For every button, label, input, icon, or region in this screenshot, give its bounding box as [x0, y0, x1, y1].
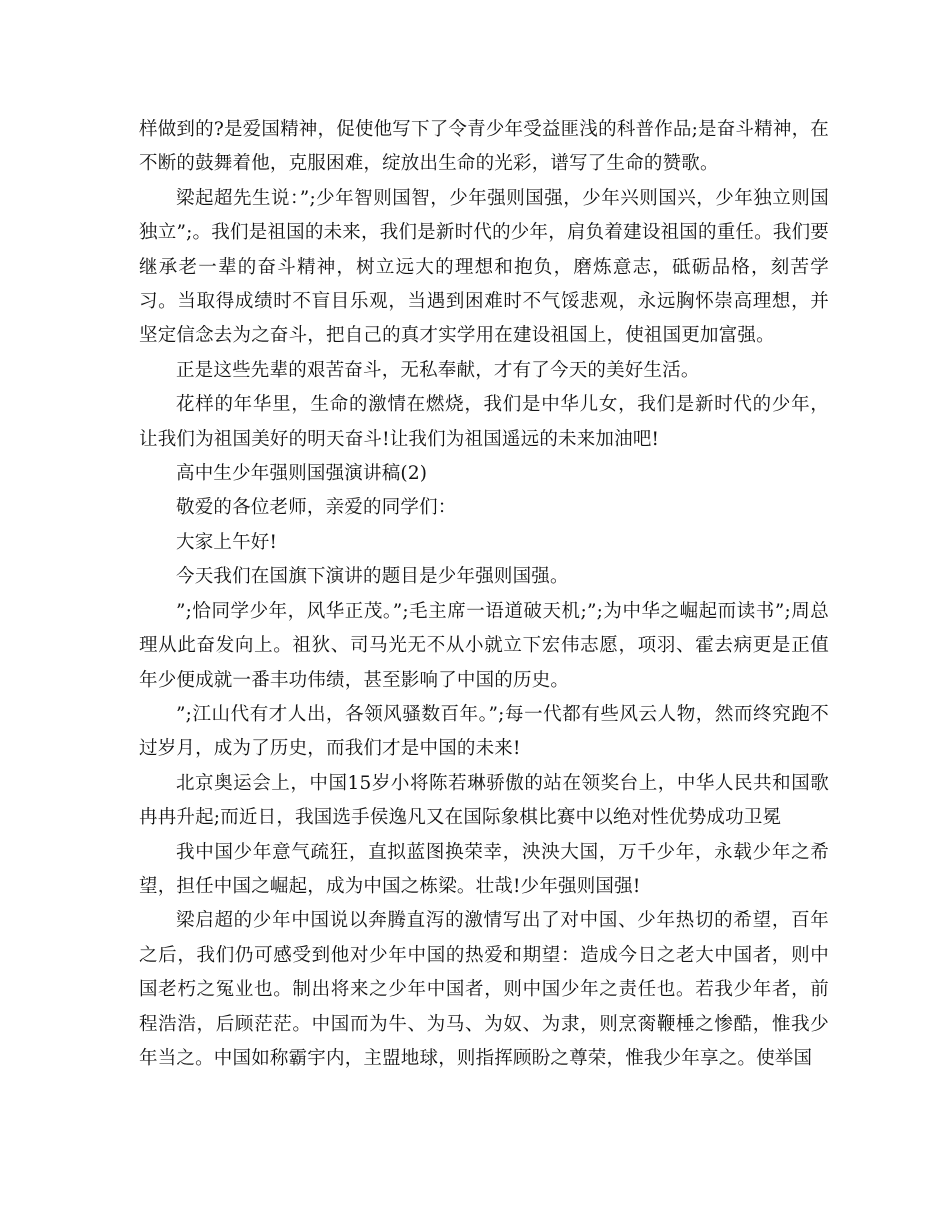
- salutation: 敬爱的各位老师，亲爱的同学们：: [176, 497, 457, 519]
- section-heading: 高中生少年强则国强演讲稿(2): [176, 463, 428, 485]
- paragraph-11: 北京奥运会上，中国15岁小将陈若琳骄傲的站在领奖台上，中华人民共和国歌冉冉升起;而近日，我国选手侯逸凡又在国际象棋比赛中以绝对性优势成功卫冕: [139, 772, 829, 829]
- paragraph-3: 正是这些先辈的艰苦奋斗，无私奉献，才有了今天的美好生活。: [176, 359, 700, 381]
- paragraph-2: 梁起超先生说：”;少年智则国智，少年强则国强，少年兴则国兴，少年独立则国独立”;。我们是祖国的未来，我们是新时代的少年，肩负着建设祖国的重任。我们要继承老一辈的奋斗精神，树立远大的理想和抱负，磨炼意志，砥砺品格，刻苦学习。当取得成绩时不盲目乐观，当遇到困难时不气馁悲观，永远胸怀崇高理想，并坚定信念去为之奋斗，把自己的真才实学用在建设祖国上，使祖国更加富强。: [139, 187, 829, 347]
- paragraph-13: 梁启超的少年中国说以奔腾直泻的激情写出了对中国、少年热切的希望，百年之后，我们仍可感受到他对少年中国的热爱和期望：造成今日之老大中国者，则中国老朽之冤业也。制出将来之少年中国者，则中国少年之责任也。若我少年者，前程浩浩，后顾茫茫。中国而为牛、为马、为奴、为隶，则烹脔鞭棰之惨酷，惟我少年当之。中国如称霸宇内，主盟地球，则指挥顾盼之尊荣，惟我少年享之。使举国: [139, 910, 829, 1069]
- document-body: [139, 113, 829, 1076]
- paragraph-4: 花样的年华里，生命的激情在燃烧，我们是中华儿女，我们是新时代的少年，让我们为祖国美好的明天奋斗!让我们为祖国遥远的未来加油吧!: [139, 394, 829, 450]
- greeting: 大家上午好!: [176, 531, 278, 553]
- paragraph-1: 样做到的?是爱国精神，促使他写下了令青少年受益匪浅的科普作品;是奋斗精神，在不断的鼓舞着他，克服困难，绽放出生命的光彩，谱写了生命的赞歌。: [139, 119, 829, 175]
- paragraph-12: 我中国少年意气疏狂，直拟蓝图换荣幸，泱泱大国，万千少年，永载少年之希望，担任中国之崛起，成为中国之栋梁。壮哉!少年强则国强!: [139, 841, 829, 897]
- paragraph-8: 今天我们在国旗下演讲的题目是少年强则国强。: [176, 566, 569, 588]
- paragraph-10: ”;江山代有才人出，各领风骚数百年。”;每一代都有些风云人物，然而终究跑不过岁月，成为了历史，而我们才是中国的未来!: [139, 703, 829, 760]
- paragraph-9: ”;恰同学少年，风华正茂。”;毛主席一语道破天机;”;为中华之崛起而读书”;周总理从此奋发向上。祖狄、司马光无不从小就立下宏伟志愿，项羽、霍去病更是正值年少便成就一番丰功伟绩，甚至影响了中国的历史。: [139, 600, 829, 691]
